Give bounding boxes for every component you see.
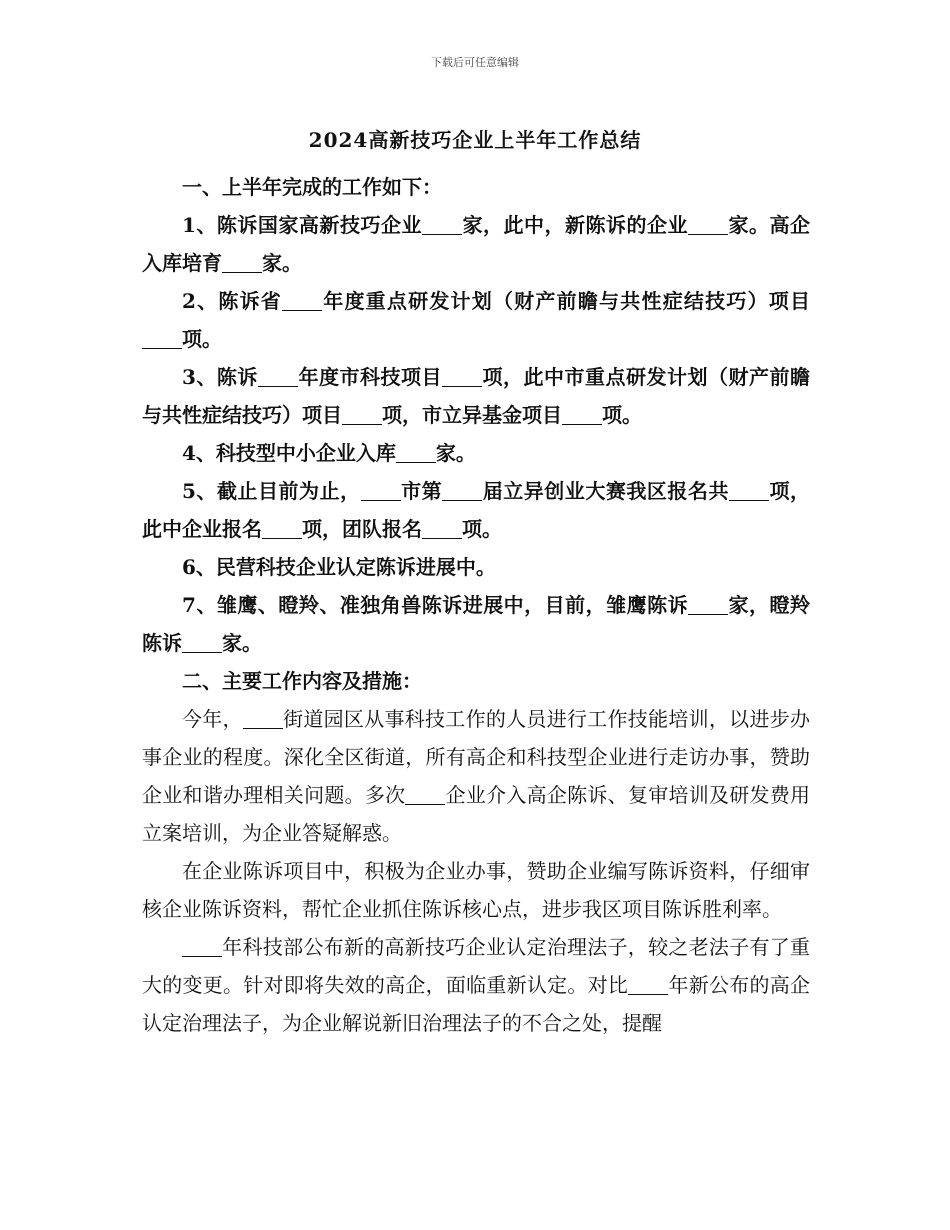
blank-fill-line bbox=[688, 214, 728, 235]
paragraph-text: 项，此中市重点研发计划（财产前瞻与共性症结技巧）项目 bbox=[142, 365, 811, 427]
paragraph bbox=[142, 586, 810, 662]
paragraph-text: 在企业陈诉项目中，积极为企业办事，赞助企业编写陈诉资料，仔细审核企业陈诉资料，帮忙企业抓住陈诉核心点，进步我区项目陈诉胜利率。 bbox=[142, 859, 810, 921]
blank-fill-line bbox=[628, 974, 668, 995]
blank-fill-line bbox=[222, 252, 262, 273]
paragraph-text: 届立异创业大赛我区报名共 bbox=[482, 479, 729, 503]
paragraph bbox=[142, 852, 810, 928]
paragraph-text: 2、陈诉省 bbox=[182, 289, 283, 313]
paragraph-text: 家。 bbox=[262, 251, 302, 275]
paragraph-text: 年度重点研发计划（财产前瞻与共性症结技巧）项目 bbox=[322, 289, 811, 313]
paragraph-text: 6、民营科技企业认定陈诉进展中。 bbox=[182, 555, 496, 579]
blank-fill-line bbox=[342, 404, 382, 425]
blank-fill-line bbox=[688, 594, 728, 615]
paragraph-text: 项。 bbox=[462, 517, 502, 541]
paragraph-text: 家，瞪羚陈诉 bbox=[142, 593, 811, 655]
paragraph bbox=[142, 700, 810, 852]
blank-fill-line bbox=[405, 784, 445, 805]
paragraph bbox=[142, 282, 810, 358]
paragraph bbox=[142, 928, 810, 1042]
paragraph-text: 5、截止目前为止， bbox=[182, 479, 361, 503]
paragraph-text: 年度市科技项目 bbox=[297, 365, 442, 389]
paragraph-text: 家。高企入库培育 bbox=[142, 213, 811, 275]
paragraph-text: 项。 bbox=[602, 403, 642, 427]
blank-fill-line bbox=[282, 290, 322, 311]
paragraph-text: 项，团队报名 bbox=[302, 517, 422, 541]
paragraph-text: 3、陈诉 bbox=[182, 365, 258, 389]
paragraph-text: 项，此中企业报名 bbox=[142, 479, 811, 541]
paragraph-text: 家。 bbox=[222, 631, 262, 655]
paragraph-text: 家，此中，新陈诉的企业 bbox=[461, 213, 688, 237]
blank-fill-line bbox=[361, 480, 401, 501]
blank-fill-line bbox=[258, 366, 298, 387]
blank-fill-line bbox=[262, 518, 302, 539]
paragraph-text: 一、上半年完成的工作如下： bbox=[182, 175, 442, 199]
paragraph-text: 1、陈诉国家高新技巧企业 bbox=[182, 213, 422, 237]
blank-fill-line bbox=[142, 328, 182, 349]
blank-fill-line bbox=[182, 632, 222, 653]
blank-fill-line bbox=[729, 480, 769, 501]
paragraph-text: 7、雏鹰、瞪羚、准独角兽陈诉进展中，目前，雏鹰陈诉 bbox=[182, 593, 689, 617]
blank-fill-line bbox=[182, 936, 222, 957]
paragraph-text: 4、科技型中小企业入库 bbox=[182, 441, 396, 465]
paragraph bbox=[142, 548, 810, 586]
blank-fill-line bbox=[422, 214, 462, 235]
paragraph bbox=[142, 472, 810, 548]
document-title: 2024高新技巧企业上半年工作总结 bbox=[308, 128, 642, 152]
blank-fill-line bbox=[442, 366, 482, 387]
blank-fill-line bbox=[442, 480, 482, 501]
paragraph-text: 家。 bbox=[435, 441, 476, 465]
paragraph-text: 今年， bbox=[182, 707, 243, 731]
paragraph-text: 二、主要工作内容及措施： bbox=[182, 669, 422, 693]
blank-fill-line bbox=[562, 404, 602, 425]
paragraph-text: 年科技部公布新的高新技巧企业认定治理法子，较之老法子有了重大的变更。针对即将失效的高企，面临重新认定。对比 bbox=[142, 935, 810, 997]
paragraph bbox=[142, 206, 810, 282]
paragraph bbox=[142, 434, 810, 472]
paragraph-text: 项。 bbox=[182, 327, 222, 351]
paragraph-text: 年新公布的高企认定治理法子，为企业解说新旧治理法子的不合之处，提醒 bbox=[142, 973, 811, 1035]
paragraph-text: 街道园区从事科技工作的人员进行工作技能培训，以进步办事企业的程度。深化全区街道，所有高企和科技型企业进行走访办事，赞助企业和谐办理相关问题。多次 bbox=[142, 707, 811, 807]
paragraph-text: 企业介入高企陈诉、复审培训及研发费用立案培训，为企业答疑解惑。 bbox=[142, 783, 811, 845]
paragraph bbox=[142, 358, 810, 434]
blank-fill-line bbox=[422, 518, 462, 539]
blank-fill-line bbox=[396, 442, 436, 463]
paragraph bbox=[142, 168, 810, 206]
document-body bbox=[142, 168, 810, 1042]
blank-fill-line bbox=[243, 708, 283, 729]
page-header-note: 下载后可任意编辑 bbox=[431, 56, 519, 69]
paragraph-text: 市第 bbox=[400, 479, 443, 503]
paragraph-text: 项，市立异基金项目 bbox=[382, 403, 562, 427]
paragraph bbox=[142, 662, 810, 700]
